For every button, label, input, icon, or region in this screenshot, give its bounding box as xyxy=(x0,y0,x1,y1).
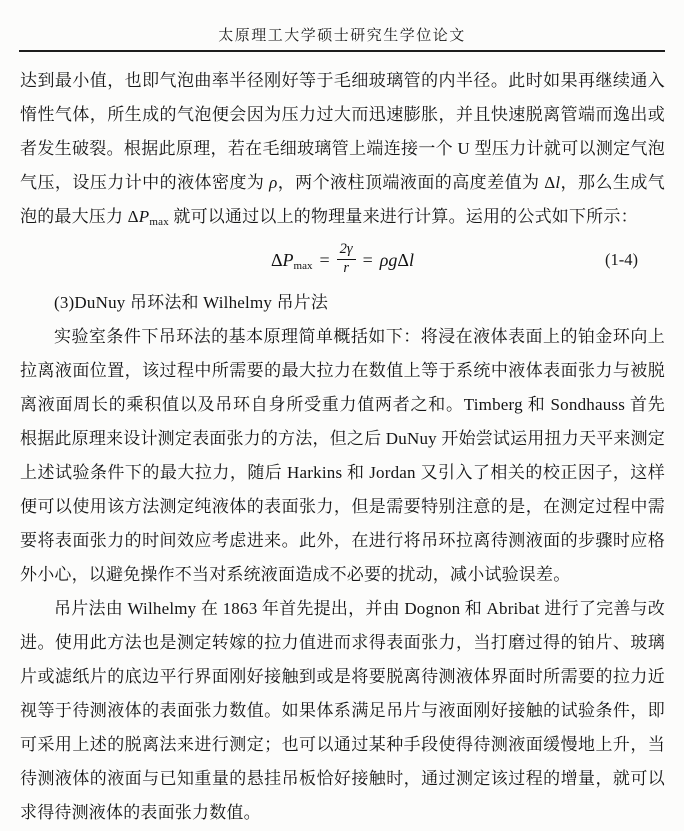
p1-text-a: 达到最小值，也即气泡曲率半径刚好等于毛细玻璃管的内半径。此时如果再继续通入惰性气体，所生成的气泡便会因为压力过大而迅速膨胀，并且快速脱离管端而逸出或者发生破裂。根据此原理，若在毛细玻璃管上端连接一个 U 型压力计就可以测定气泡气压，设压力计中的液体密度为 xyxy=(20,71,665,192)
paragraph-bubble-pressure xyxy=(20,64,665,234)
l-symbol: l xyxy=(555,173,561,192)
equals-sign: = xyxy=(319,249,330,270)
section-heading-dunuy-wilhelmy: (3)DuNuy 吊环法和 Wilhelmy 吊片法 xyxy=(54,293,329,312)
equation-body xyxy=(271,243,414,276)
equation-number: (1-4) xyxy=(605,250,638,269)
fraction-numerator: 2γ xyxy=(337,242,356,259)
equation-max-bubble-pressure xyxy=(20,234,665,286)
running-head-title: 太原理工大学硕士研究生学位论文 xyxy=(218,28,466,44)
l-symbol: l xyxy=(409,249,415,270)
p1-text-b: ，两个液柱顶端液面的高度差值为 Δ xyxy=(277,173,556,192)
page-body xyxy=(0,52,684,830)
page-header xyxy=(0,0,684,52)
fraction-denominator: r xyxy=(343,259,349,276)
P-max-subscript: max xyxy=(149,216,169,228)
paragraph-plate-method: 吊片法由 Wilhelmy 在 1863 年首先提出，并由 Dognon 和 Abribat 进行了完善与改进。使用此方法也是测定转嫁的拉力值进而求得表面张力，当打磨过得的铂片、玻璃片或滤纸片的底边平行界面刚好接触到或是将要脱离待测液体界面时所需要的拉力近视等于待测液体的表面张力数值。如果体系满足吊片与液面刚好接触的试验条件，即可采用上述的脱离法来进行测定；也可以通过某种手段使得待测液面缓慢地上升，当待测液体的液面与已知重量的悬挂吊板恰好接触时，通过测定该过程的增量，就可以求得待测液体的表面张力数值。 xyxy=(20,599,665,822)
rho-symbol: ρ xyxy=(269,173,278,192)
paragraph-ring-method: 实验室条件下吊环法的基本原理简单概括如下：将浸在液体表面上的铂金环向上拉离液面位置，该过程中所需要的最大拉力在数值上等于系统中液体表面张力与被脱离液面周长的乘积值以及吊环自身所受重力值两者之和。Timberg 和 Sondhauss 首先根据此原理来设计测定表面张力的方法，但之后 DuNuy 开始尝试运用扭力天平来测定上述试验条件下的最大拉力，随后 Harkins 和 Jordan 又引入了相关的校正因子，这样便可以使用该方法测定纯液体的表面张力，但是需要特别注意的是，在测定过程中需要将表面张力的时间效应考虑进来。此外，在进行将吊环拉离待测液面的步骤时应格外小心，以避免操作不当对系统液面造成不必要的扰动，减小试验误差。 xyxy=(20,327,665,584)
equals-sign: = xyxy=(362,249,373,270)
delta-P-term xyxy=(271,250,313,271)
rho-g-delta-l-term xyxy=(380,250,414,271)
p1-text-d: 就可以通过以上的物理量来进行计算。运用的公式如下所示： xyxy=(168,207,638,226)
p1-text-c: ，那么生成气泡的最大压力 Δ xyxy=(20,173,666,226)
rho-g-symbols: ρg xyxy=(379,249,398,270)
max-subscript: max xyxy=(293,259,313,272)
delta-symbol: Δ xyxy=(270,249,283,270)
P-symbol: P xyxy=(138,207,150,226)
delta-symbol: Δ xyxy=(397,249,409,270)
fraction-2gamma-over-r xyxy=(337,242,356,275)
P-symbol: P xyxy=(282,249,294,270)
